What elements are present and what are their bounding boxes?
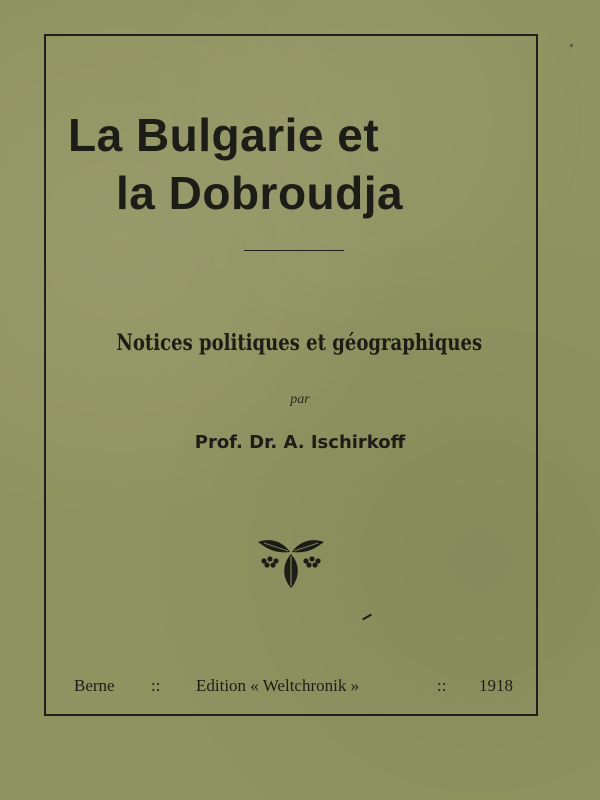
title-line-1: La Bulgarie et: [68, 109, 380, 161]
imprint-separator-left: ::: [151, 676, 161, 695]
by-line: par: [290, 392, 310, 407]
imprint-year: 1918: [479, 676, 513, 695]
print-mark: [570, 44, 573, 47]
subtitle: Notices politiques et géographiques: [116, 330, 483, 356]
imprint-city: Berne: [74, 676, 115, 695]
imprint-publisher: Edition « Weltchronik »: [196, 676, 360, 695]
imprint-line: [0, 676, 600, 698]
imprint-separator-right: ::: [437, 676, 447, 695]
leaf-ornament-icon: [254, 534, 328, 590]
title-divider: [244, 250, 344, 251]
title-line-2: la Dobroudja: [116, 167, 404, 219]
author-name: Prof. Dr. A. Ischirkoff: [194, 432, 406, 453]
